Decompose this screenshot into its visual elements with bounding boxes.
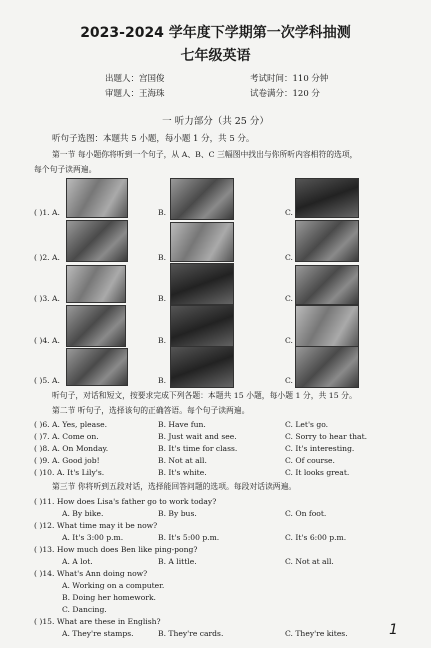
question-option-c: C. It looks great.	[285, 468, 350, 477]
option-b-label: B.	[158, 336, 166, 345]
question-option-b: B. Not at all.	[158, 456, 207, 465]
question-option-b: B. A little.	[158, 557, 197, 566]
part-intro-2: 听句子，对话和短文，按要求完成下列各题：本题共 15 小题，每小题 1 分，共 15 分。	[52, 391, 357, 400]
picture-b	[170, 305, 234, 349]
question-option-a: A. By bike.	[62, 509, 104, 518]
question-option-b: B. It's time for class.	[158, 444, 238, 453]
question-option-b: B. Doing her homework.	[62, 593, 156, 602]
option-b-label: B.	[158, 208, 166, 217]
question-option-c: C. It's 6:00 p.m.	[285, 533, 347, 542]
question-option-b: B. It's 5:00 p.m.	[158, 533, 220, 542]
question-stem: ( )15. What are these in English?	[34, 617, 161, 626]
question-option-a: A. It's 3:00 p.m.	[62, 533, 124, 542]
option-b-label: B.	[158, 253, 166, 262]
section1-instruction-2: 每个句子读两遍。	[34, 165, 97, 174]
question-option-a: ( )9. A. Good job!	[34, 456, 100, 465]
option-c-label: C.	[285, 376, 293, 385]
section2-instruction: 第二节 听句子，选择该句的正确答语。每个句子读两遍。	[52, 406, 250, 415]
option-c-label: C.	[285, 208, 293, 217]
exam-score: 试卷满分：120 分	[250, 89, 320, 99]
picture-a	[66, 348, 128, 386]
question-option-a: A. Working on a computer.	[62, 581, 165, 590]
question-option-a: ( )7. A. Come on.	[34, 432, 99, 441]
picture-c	[295, 305, 359, 347]
question-number: ( )1. A.	[34, 208, 60, 217]
picture-c	[295, 346, 359, 388]
question-option-b: B. By bus.	[158, 509, 197, 518]
section3-instruction: 第三节 你将听到五段对话，选择能回答问题的选项。每段对话读两遍。	[52, 482, 297, 491]
question-option-c: C. Of course.	[285, 456, 335, 465]
question-stem: ( )14. What's Ann doing now?	[34, 569, 148, 578]
question-option-c: C. They're kites.	[285, 629, 348, 638]
question-number: ( )2. A.	[34, 253, 60, 262]
picture-a	[66, 220, 128, 262]
question-option-b: B. Have fun.	[158, 420, 206, 429]
picture-a	[66, 305, 126, 347]
option-c-label: C.	[285, 294, 293, 303]
question-number: ( )5. A.	[34, 376, 60, 385]
question-option-c: C. Let's go.	[285, 420, 329, 429]
exam-time: 考试时间：110 分钟	[250, 74, 329, 84]
picture-c	[295, 220, 359, 262]
picture-a	[66, 265, 126, 303]
picture-b	[170, 346, 234, 388]
picture-b	[170, 222, 234, 262]
reviewer: 审题人：王海珠	[105, 89, 165, 99]
question-option-b: B. It's white.	[158, 468, 207, 477]
question-option-a: ( )10. A. It's Lily's.	[34, 468, 105, 477]
question-stem: ( )12. What time may it be now?	[34, 521, 158, 530]
page-number: 1	[389, 622, 398, 638]
setter: 出题人：宫国俊	[105, 74, 165, 84]
question-stem: ( )13. How much does Ben like ping-pong?	[34, 545, 198, 554]
question-option-c: C. Not at all.	[285, 557, 334, 566]
question-option-a: A. A lot.	[62, 557, 93, 566]
question-option-a: A. They're stamps.	[62, 629, 134, 638]
picture-c	[295, 178, 359, 218]
question-number: ( )3. A.	[34, 294, 60, 303]
question-option-b: B. They're cards.	[158, 629, 224, 638]
exam-title: 2023-2024 学年度下学期第一次学科抽测	[80, 25, 351, 41]
picture-c	[295, 265, 359, 305]
exam-subtitle: 七年级英语	[180, 48, 251, 64]
question-option-c: C. Dancing.	[62, 605, 107, 614]
picture-a	[66, 178, 128, 218]
question-option-a: ( )8. A. On Monday.	[34, 444, 109, 453]
question-option-c: C. It's interesting.	[285, 444, 355, 453]
option-c-label: C.	[285, 336, 293, 345]
option-c-label: C.	[285, 253, 293, 262]
question-option-c: C. On foot.	[285, 509, 327, 518]
option-b-label: B.	[158, 376, 166, 385]
question-stem: ( )11. How does Lisa's father go to work today?	[34, 497, 217, 506]
question-option-b: B. Just wait and see.	[158, 432, 237, 441]
section1-instruction: 第一节 每小题你将听到一个句子，从 A、B、C 三幅图中找出与你所听内容相符的选项，	[52, 150, 358, 159]
option-b-label: B.	[158, 294, 166, 303]
question-option-a: ( )6. A. Yes, please.	[34, 420, 107, 429]
question-number: ( )4. A.	[34, 336, 60, 345]
picture-b	[170, 263, 234, 305]
picture-b	[170, 178, 234, 220]
part-heading: 一 听力部分（共 25 分）	[162, 116, 269, 127]
part-intro: 听句子选图：本题共 5 小题，每小题 1 分，共 5 分。	[52, 134, 255, 144]
question-option-c: C. Sorry to hear that.	[285, 432, 368, 441]
